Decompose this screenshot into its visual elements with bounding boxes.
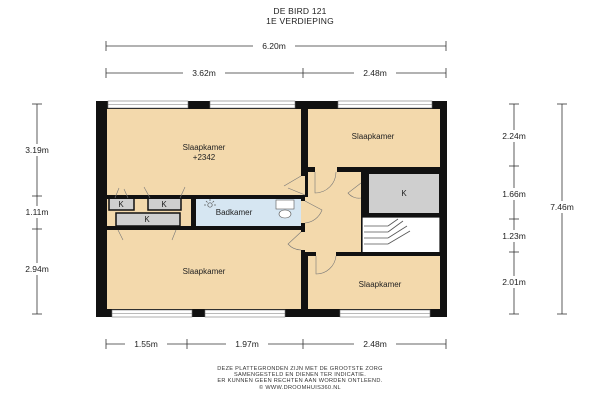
dim-left-mid: 1.11m: [25, 207, 49, 217]
dim-right-1: 2.24m: [502, 131, 526, 141]
label-bedroom-top-right: Slaapkamer: [351, 132, 395, 141]
dim-top-total: 6.20m: [262, 41, 286, 51]
dim-bottom-3: 2.48m: [363, 339, 387, 349]
disclaimer-line-2: SAMENGESTELD EN DIENEN TER INDICATIE.: [233, 372, 367, 378]
dim-top-right: 2.48m: [363, 68, 387, 78]
dim-bottom-2: 1.97m: [235, 339, 259, 349]
label-bedroom-bottom-right: Slaapkamer: [358, 280, 402, 289]
room-bedroom-top-left: [107, 109, 301, 195]
plan-title: DE BIRD 121: [273, 6, 327, 16]
hallway: [305, 172, 361, 254]
dim-left-top: 3.19m: [25, 145, 49, 155]
dim-right-4: 2.01m: [502, 277, 526, 287]
dim-right-2: 1.66m: [502, 189, 526, 199]
disclaimer-line-1: DEZE PLATTEGRONDEN ZIJN MET DE GROOTSTE ZORG: [217, 366, 383, 372]
dim-right-3: 1.23m: [502, 231, 526, 241]
label-closet-1: K: [118, 200, 124, 209]
label-bedroom-top-left: Slaapkamer: [182, 143, 226, 152]
label-closet-2: K: [161, 200, 167, 209]
label-closet-3: K: [144, 215, 150, 224]
label-closet-4: K: [401, 189, 407, 198]
label-bathroom: Badkamer: [215, 208, 253, 217]
dim-bottom-1: 1.55m: [134, 339, 158, 349]
dim-right-total: 7.46m: [550, 202, 574, 212]
disclaimer-line-4[interactable]: © WWW.DROOMHUIS360.NL: [259, 385, 341, 391]
label-bedroom-bottom-left: Slaapkamer: [182, 267, 226, 276]
floor-label: 1E VERDIEPING: [266, 16, 334, 26]
label-room-number: +2342: [192, 153, 216, 162]
dim-left-bottom: 2.94m: [25, 264, 49, 274]
disclaimer-line-3: ER KUNNEN GEEN RECHTEN AAN WORDEN ONTLEEND.: [217, 378, 383, 384]
dim-top-left: 3.62m: [192, 68, 216, 78]
